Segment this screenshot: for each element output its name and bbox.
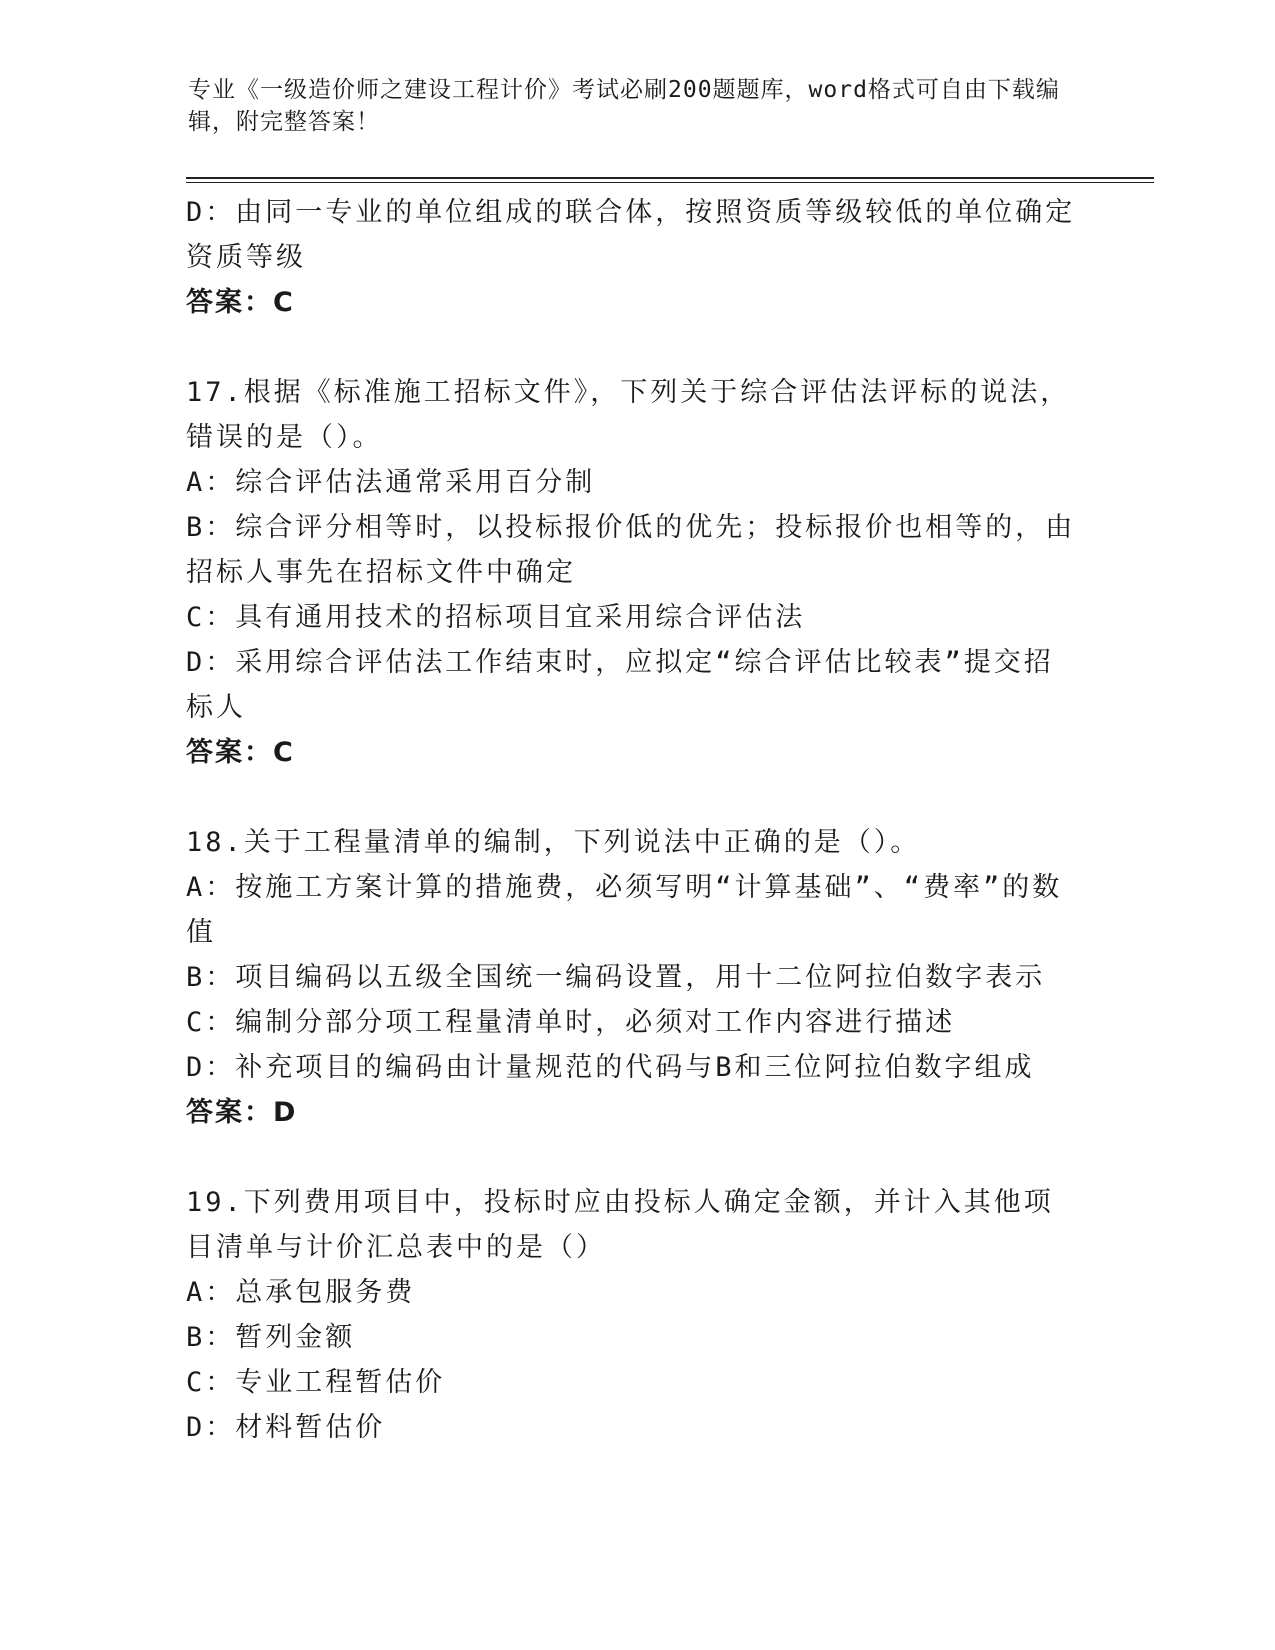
option-a: A：总承包服务费 — [186, 1277, 416, 1308]
document-body — [186, 190, 1076, 1450]
previous-question-tail — [186, 190, 1076, 325]
option-b: B：暂列金额 — [186, 1322, 356, 1353]
option-a: A：按施工方案计算的措施费，必须写明“计算基础”、“费率”的数值 — [186, 872, 1063, 948]
question-18 — [186, 820, 1076, 1135]
option-a: A：综合评估法通常采用百分制 — [186, 467, 596, 498]
answer-line: 答案：D — [186, 1097, 298, 1128]
question-17 — [186, 370, 1076, 775]
question-stem: 17.根据《标准施工招标文件》，下列关于综合评估法评标的说法，错误的是（）。 — [186, 377, 1071, 453]
header-divider — [186, 177, 1154, 183]
option-b: B：综合评分相等时，以投标报价低的优先；投标报价也相等的，由招标人事先在招标文件中确定 — [186, 512, 1076, 588]
option-c: C：专业工程暂估价 — [186, 1367, 446, 1398]
answer-line: 答案：C — [186, 737, 295, 768]
option-c: C：编制分部分项工程量清单时，必须对工作内容进行描述 — [186, 1007, 956, 1038]
question-stem: 18.关于工程量清单的编制，下列说法中正确的是（）。 — [186, 827, 921, 858]
option-c: C：具有通用技术的招标项目宜采用综合评估法 — [186, 602, 806, 633]
option-d: D：由同一专业的单位组成的联合体，按照资质等级较低的单位确定资质等级 — [186, 197, 1076, 273]
question-19 — [186, 1180, 1076, 1450]
option-d: D：材料暂估价 — [186, 1412, 386, 1443]
page-header: 专业《一级造价师之建设工程计价》考试必刷200题题库，word格式可自由下载编辑，附完整答案！ — [188, 77, 1060, 135]
question-stem: 19.下列费用项目中，投标时应由投标人确定金额，并计入其他项目清单与计价汇总表中的是（） — [186, 1187, 1054, 1263]
option-b: B：项目编码以五级全国统一编码设置，用十二位阿拉伯数字表示 — [186, 962, 1046, 993]
option-d: D：补充项目的编码由计量规范的代码与B和三位阿拉伯数字组成 — [186, 1052, 1035, 1083]
answer-line: 答案：C — [186, 287, 295, 318]
option-d: D：采用综合评估法工作结束时，应拟定“综合评估比较表”提交招标人 — [186, 647, 1054, 723]
